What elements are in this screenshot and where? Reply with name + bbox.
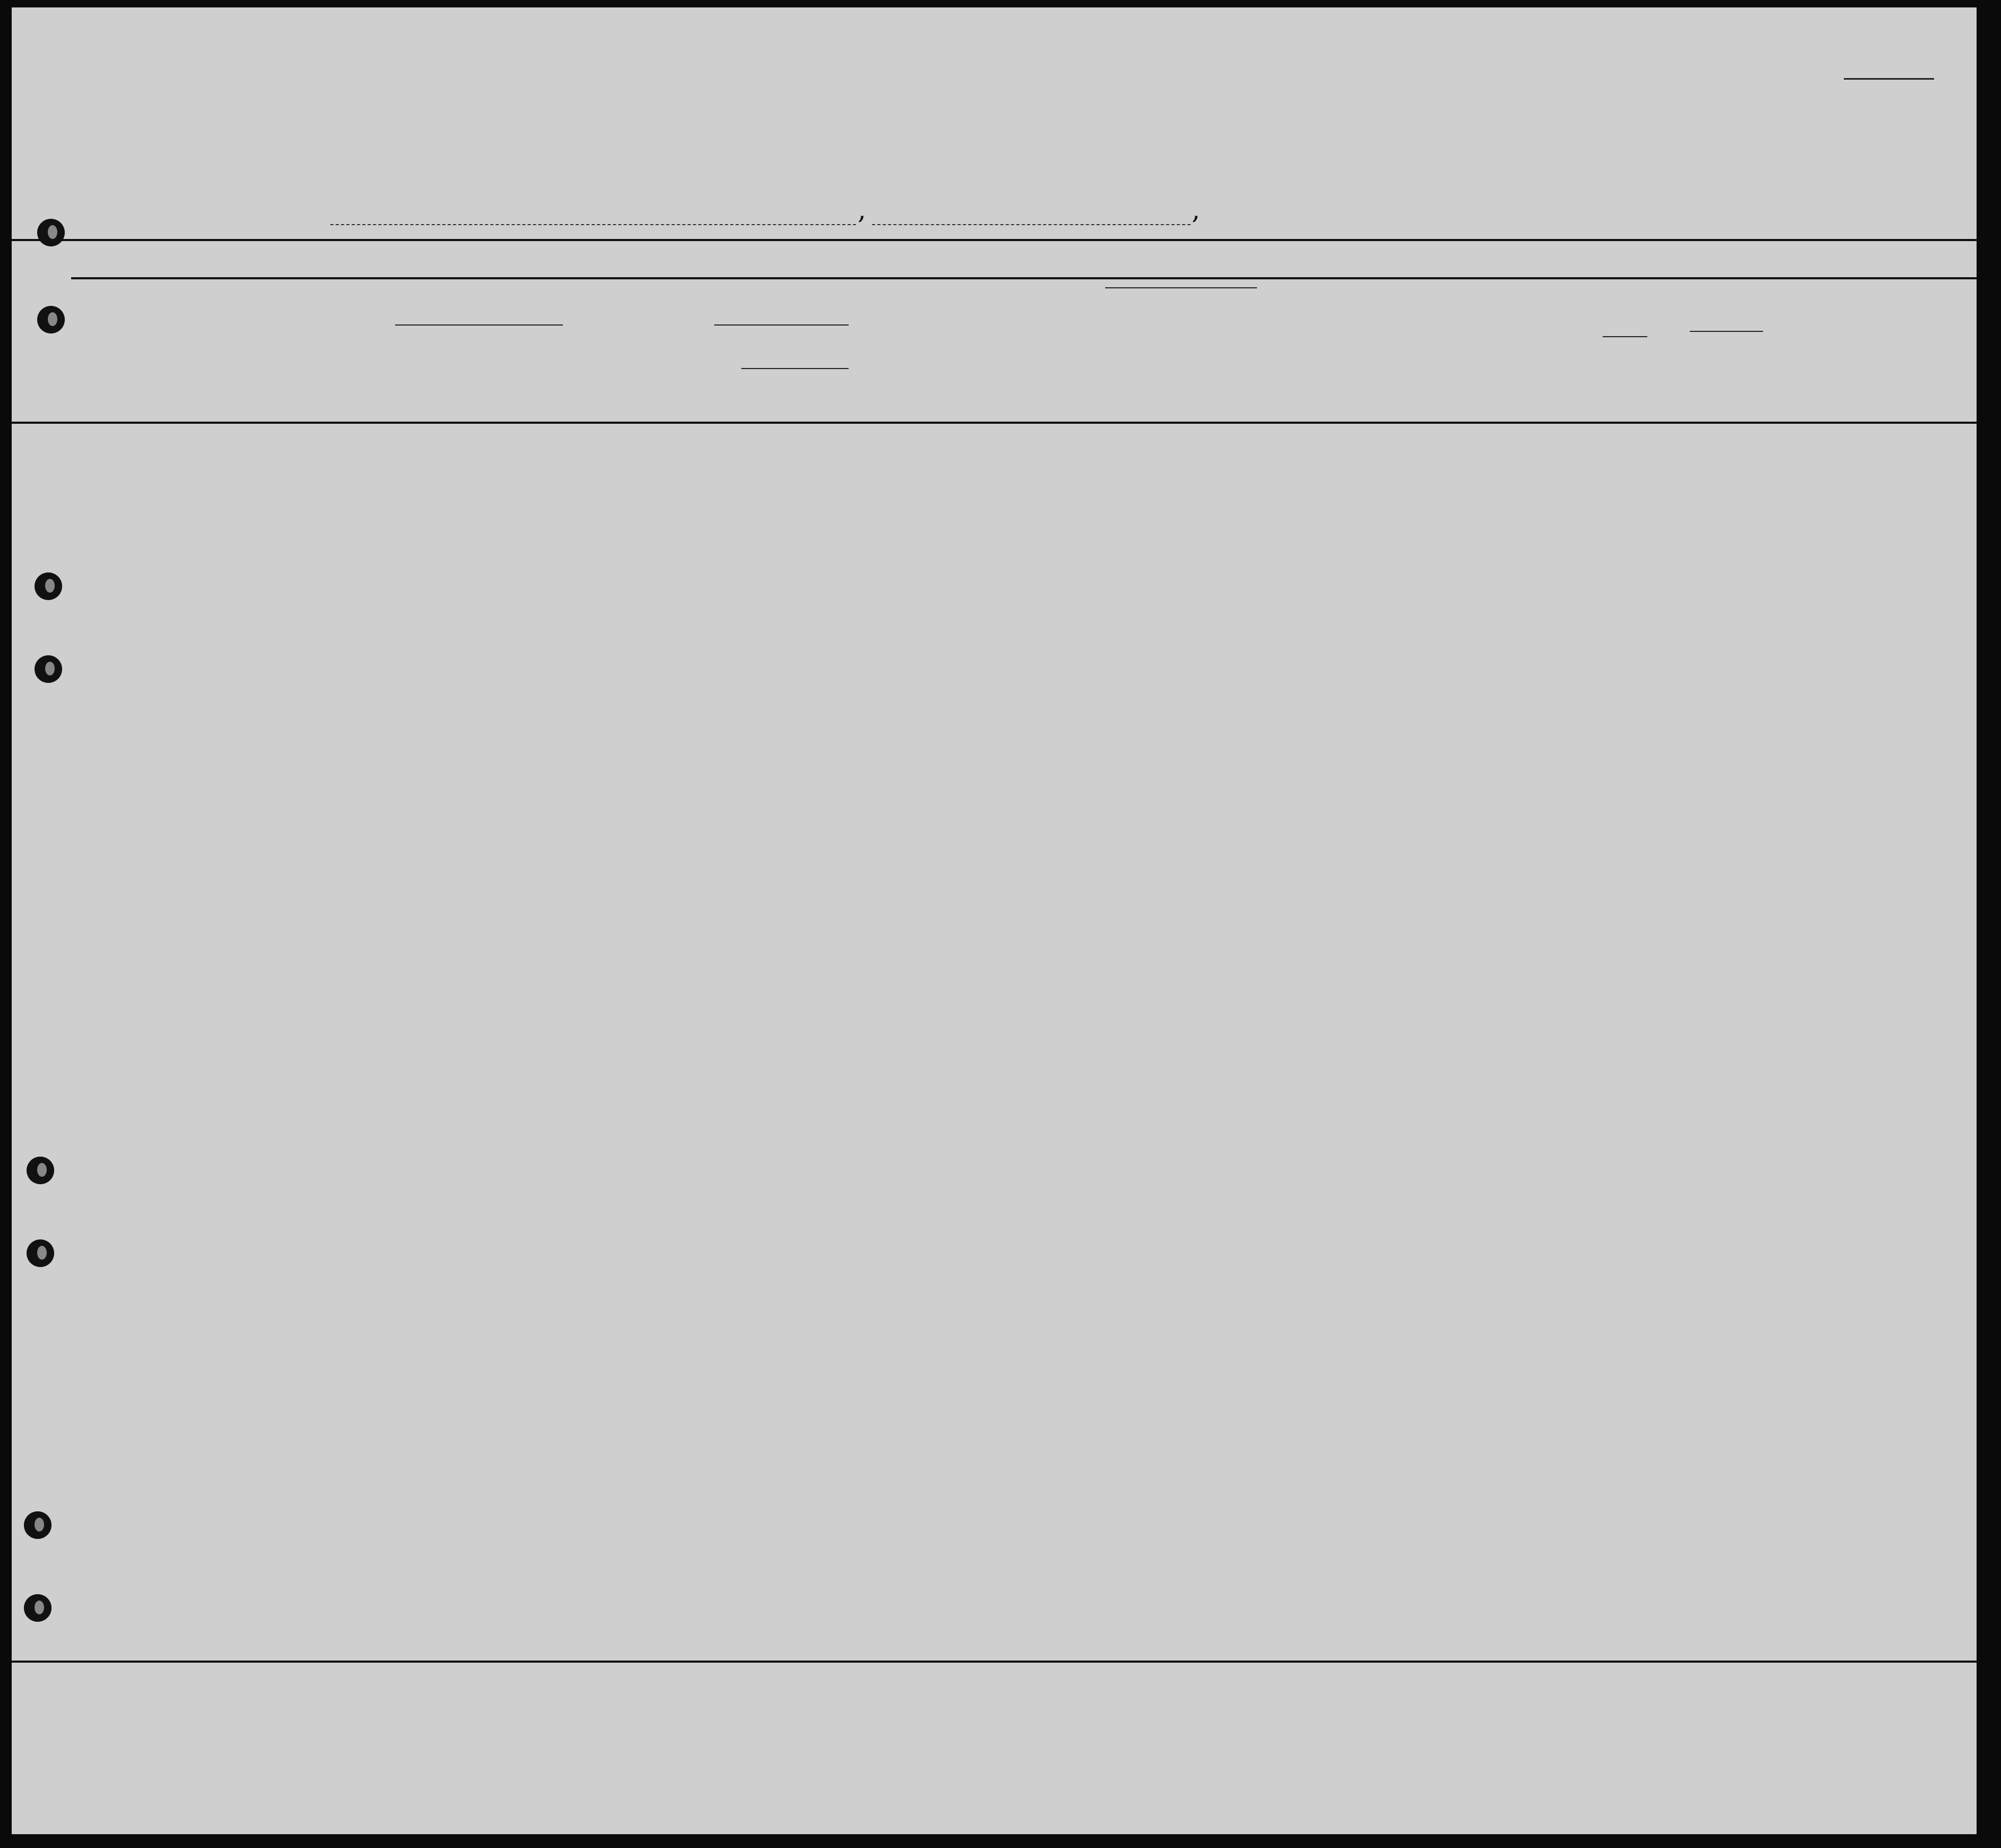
heading-prison bbox=[1260, 284, 1285, 417]
heading-labor-offer bbox=[1385, 284, 1422, 417]
binder-hole bbox=[24, 1594, 52, 1622]
heading-polygamist bbox=[1288, 284, 1304, 417]
binder-hole bbox=[35, 655, 62, 683]
binder-hole bbox=[24, 1511, 52, 1539]
heading-feet bbox=[1642, 384, 1656, 416]
binder-hole bbox=[27, 1157, 54, 1184]
heading-citizen bbox=[1199, 291, 1230, 417]
binder-hole bbox=[27, 1239, 54, 1267]
heading-deported bbox=[1429, 284, 1460, 417]
heading-inches bbox=[1665, 379, 1679, 416]
heading-ticket bbox=[564, 285, 582, 417]
binder-hole bbox=[35, 572, 62, 600]
heading-return bbox=[1106, 291, 1138, 417]
heading-money bbox=[695, 285, 713, 417]
heading-length-of-stay bbox=[1148, 291, 1180, 417]
table-grid bbox=[12, 7, 1977, 1834]
heading-anarchist bbox=[1313, 284, 1329, 417]
binder-hole bbox=[37, 219, 65, 246]
heading-q28 bbox=[1338, 284, 1381, 417]
manifest-sheet: , , bbox=[12, 7, 1977, 1834]
binder-hole bbox=[37, 306, 65, 333]
